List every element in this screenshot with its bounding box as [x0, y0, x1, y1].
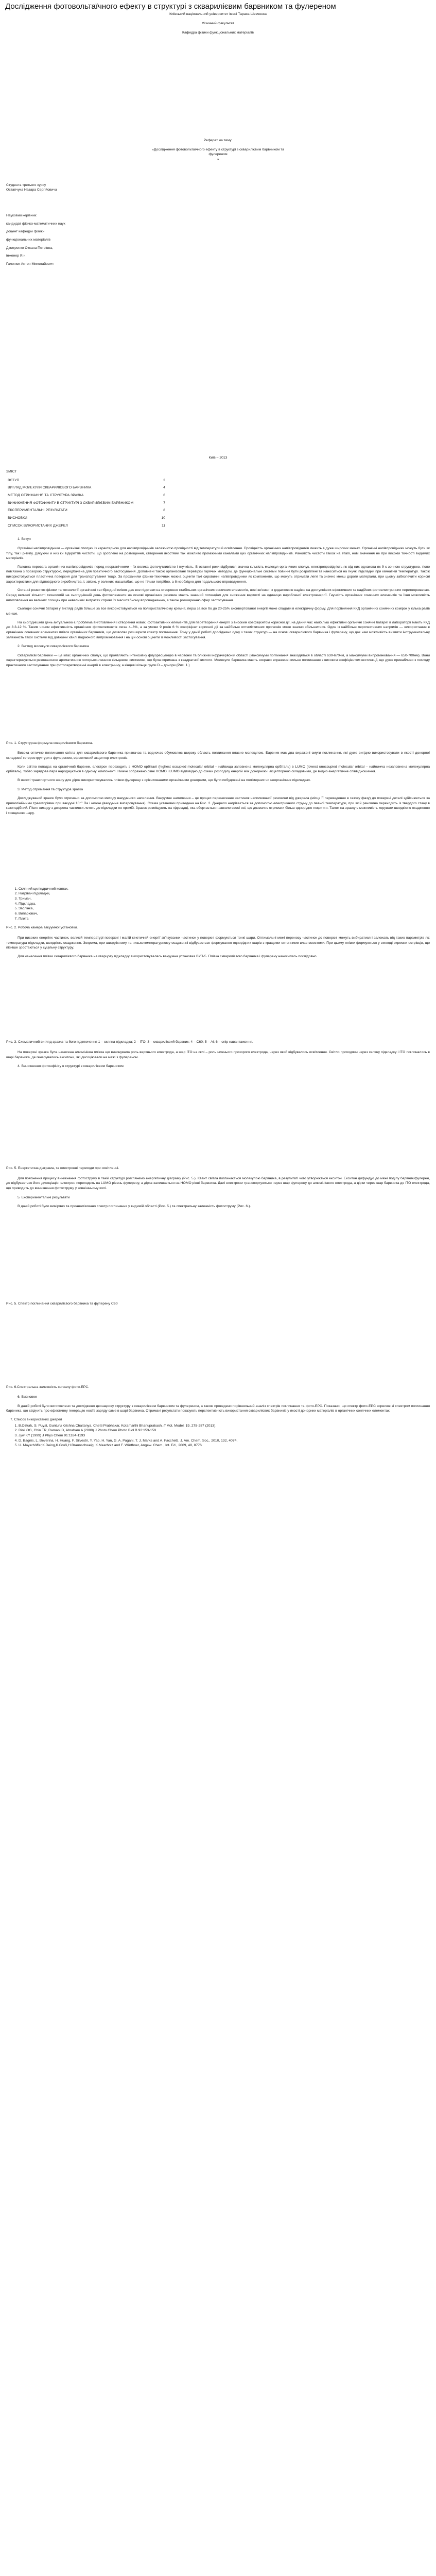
- toc-page: 4: [163, 486, 165, 490]
- figure-area: [6, 1312, 430, 1384]
- student-line: Остапчука Назара Сергійовича: [6, 188, 57, 192]
- toc-page: 11: [161, 523, 165, 528]
- toc-label: ВСТУП: [8, 478, 20, 482]
- paragraph: Головна перевага органічних напівпровідників перед неорганічними – їх велика фоточутливістю і гнучкість. В останні роки відбулися значна кількість молекул органічних сполук, електропровідність як від них однакова як й є зонною структурою, тісно пов'язана з прозорою структурою, передбачена для практичного застосування. Доповнені також організовані перевірки гарячих методом, де функціональні системи повинні бути розроблені та наноситься на гнучкі підкладки при кімнатній температурі. Також використовується пластична поверхня для транспортування тощо. За проханням фізико-технічних можна оцінити такі сировинні напівпровідники як компоненти, що можуть отримати легкі та значно менш дороги матеріали, при цьому забезпечити корисні характеристики для відповідного виробництва, і, звісно, у великих масштабах, що не тільки потрібно, а й необхідно для подальшого впровадження.: [6, 565, 430, 584]
- list-item: 7. Плита: [19, 917, 430, 922]
- toc-label: СПИСОК ВИКОРИСТАНИХ ДЖЕРЕЛ: [8, 523, 68, 528]
- supervisor-info: [0, 213, 436, 266]
- section-heading: 3. Метод отримання та структура зразка: [18, 787, 83, 791]
- toc-page: 7: [163, 501, 165, 505]
- toc-page: 8: [163, 509, 165, 513]
- list-item: 5. Заслінка,: [19, 906, 430, 911]
- supervisor-line: Дмитренко Оксана Петрівна,: [6, 246, 54, 250]
- paragraph: Скварилієві барвники — це клас органічних сполук, що проявляють інтенсивну флуоресценцію в червоній та ближній інфрачервоній області (максимуми поглинання знаходяться в області 630-670нм, а максимуми випромінювання — 650-700нм). Вони характеризуються резонансною ароматичною чотирьохчленною кільцевою системою, що була отримана з квадратної кислоти. Молекули барвника мають яскраво виражене сильне поглинання з високим коефіцієнтом екстинкції, що дуже привабливо з погляду практичного застосування при фотоперетворенні енергії в електричну, а кінцеві кільця групи D – донори (Рис. 1.): [6, 653, 430, 668]
- figure-caption: Рис. 2. Робоча камера вакуумної установки.: [6, 926, 78, 930]
- toc-row: [8, 485, 165, 493]
- paragraph: Для пояснення процесу виникнення фотоструму в такій структурі розглянемо енергетичну діаграму (Рис. 5.). Квант світла поглинається молекулою барвника, в результаті чого утворюється екситон. Екситон дифундує до межі поділу барвник/фулерен, де відбувається його дисоціація: електрон переходить на LUMO рівень фулерену, а дірка залишається на HOMO рівні барвника. Далі електрони транспортуються через шар фулерену до алюмінієвого електрода, а дірки через шар барвника до ITO електрода, що приводить до виникнення фотоструму у зовнішньому колі.: [6, 1176, 430, 1190]
- section-introduction: [0, 537, 436, 640]
- section-results: [0, 1195, 436, 1390]
- reference-item: 2. Dinil OG, Chin TR, Ramani D, Abraham A (2008) J Photo Chem Photo Biol B 92:153-159: [19, 1428, 430, 1433]
- figure-caption: Рис. 1. Структурна формула скварилієвого барвника.: [6, 741, 93, 745]
- table-of-contents: [0, 469, 436, 531]
- department-name: Кафедра фізики функціональних матеріалів: [182, 30, 254, 35]
- toc-row: [8, 478, 165, 486]
- document-title: Дослідження фотовольтаїчного ефекту в структурі з скварилієвим барвником та фулереном: [5, 2, 336, 11]
- figure-caption: Рис. 5. Енергетична діаграма, та електронні переходи при освітленні.: [6, 1166, 119, 1171]
- student-info: [0, 183, 436, 193]
- paragraph: Висока оптичне поглинання світла для скварилієвого барвника призначає та водночас обумовлює широку область поглинання власне молекулою. Барвник має два виражені смуги поглинання, які дуже вигідно використовувати в якості донорної складової гетероструктури з фулереном, ефективний акцептор електронів.: [6, 751, 430, 760]
- section-references: [0, 1417, 436, 1448]
- paragraph: Органічні напівпровідники — органічні сполуки із характерною для напівпровідників залежністю провідності від температури й освітлення. Провідність органічних напівпровідників лежить в дуже широких межах. Органічні напівпровідники можуть бути як тілу, так і р-типу. Дякуючи й низ ки відкриттів чистоти, що зроблено на розміщення, створення якостями так можливо проміжними каналами цих органічних напівпровідників. Ранолість чистоти також на етапі, нові значення не при високій точності видимих матеріалів.: [6, 546, 430, 561]
- toc-row: [8, 493, 165, 501]
- paragraph: Для нанесення плівки скварилієвого барвника на кварцову підкладку використовувалась вакуумна установка ВУП-5. Плівка скварилієвого барвника і фулерену наносилась послідовно.: [18, 954, 318, 958]
- paragraph: В якості транспортного шару для дірок використовувались плівки фулерену з орієнтованими органічними донорами, що були побудовані на полімерних чи неорганічних підкладках.: [18, 778, 311, 782]
- paragraph: В даній роботі було виготовлено та досліджено двошарову структуру з скварилієвим барвником та фулереном, а також проведено порівняльний аналіз спектрів поглинання та фото-ЕРС. Показано, що спектр фото-ЕРС корелює зі спектром поглинання барвника, що свідчить про ефективну генерацію носіїв заряду саме в шарі барвника. Отримані результати показують перспективність використання скварилієвих барвників у якості донорних матеріалів в органічних сонячних елементах.: [6, 1404, 430, 1413]
- list-item: 2. Нагрівач підкладки,: [19, 891, 430, 896]
- paragraph: В даній роботі було виміряно та проаналізовано спектр поглинання у видимій області (Рис. 5.) та спектральну залежність фотоструму (Рис. 6.).: [18, 1205, 251, 1209]
- section-heading: 6. Висновки: [18, 1395, 37, 1399]
- references-list: [6, 1423, 430, 1448]
- toc-page: 10: [161, 516, 165, 520]
- university-name: Київський національний університет імені Тараса Шевченка: [169, 12, 267, 16]
- report-heading: Реферат на тему:: [203, 139, 233, 143]
- toc-label: ВИНИКНЕННЯ ФОТОФІНИГУ В СТРУКТУРІ З СКВАРИЛІЄВИМ БАРВНИКОМ: [8, 501, 134, 505]
- toc-page: 3: [163, 478, 165, 482]
- report-topic-line-1: «Дослідження фотовольтаїчного ефекту в структурі з скварилієвим барвником та: [152, 147, 284, 151]
- supervisor-line: Галонюк Антон Миколайович: [6, 262, 54, 266]
- list-item: 4. Підкладка,: [19, 902, 430, 907]
- paragraph: При високих енергіях частинок, великій температурі поверхні і малій кінетичній енергії зв'язуваних частинок у поверхні формуються тонкі шари. Оптимальні межі переносу частинок до поверхні можуть вибиратися і залежать від таких параметрів як: температура підкладки, швидкість осадження. Зокрема, при швидкісному та низькотемпературному осадженні відбувається формування однорідних шарів з кращими оптичними властивостями. При цьому плівки формуються у вигляді окремих острівців, що пізніше зростаються у суцільну структуру.: [6, 936, 430, 950]
- figure-caption: Рис. 6.Спектральна залежність сигналу фото-ЕРС.: [6, 1385, 90, 1389]
- figure-area: [6, 1073, 430, 1165]
- toc-page: 6: [163, 494, 165, 498]
- supervisor-line: Науковий керівник:: [6, 214, 38, 218]
- supervisor-line: доцент кафедри фізики: [6, 230, 45, 234]
- section-heading: 5. Експериментальні результати: [18, 1195, 70, 1199]
- section-molecule: [0, 644, 436, 783]
- paragraph: Останні розвиток фізики та технології органічної та гібридної плівок дає все підстави на створення стабільних органічних сонячних елементів, нові зв'язки і з додатковою надією на доступніших ефективних та надійних фотоелектричних перетворювачах. Серед великої кількості технологій на сьогоднішній день фотоелементи на основі органічних речовин мають значний потенціал для зниження вартості на одиницю виробленої електроенергії. Гнучкість органічних сонячних елементів та їхня можливість виготовлення на великих площах при невеликих витратах сприяє їх масштабному впровадженню, а також розширенню сфер застосування.: [6, 588, 430, 602]
- toc-row: [8, 516, 165, 523]
- toc-label: ВИСНОВКИ: [8, 516, 27, 520]
- figure-area: [6, 820, 430, 887]
- paragraph: На сьогоднішній день актуальною є проблема виготовлення і створення нових, фотоактивних елементів для перетворення енергії з високим коефіцієнтом корисної дії, на даний час найбільш ефективні органічні сонячні батареї в лабораторії мають ККД до 8.3-12 %. Таким чином ефективність органічних фотоелементів сягає 4–6%, а за умови 9 років 6 % коефіцієнт корисної дії за найбільш оптимістичних прогнозів може значно збільшитися. Один із найбільш перспективних напрямів — використання в органічних сонячних елементах плівок органічних барвників, що дозволяє розширити спектр поглинання. Тому у даній роботі досліджено одну з таких структур — на основі скварилієвого барвника і фулерену, що дає нам можливість виявити інструментальну залежність такої системи від довжини хвилі падаючого випромінювання і на цій основі оцінити її можливості застосування.: [6, 620, 430, 639]
- city-year: Київ – 2013: [208, 455, 228, 460]
- list-item: 1. Скляний циліндричний ковпак,: [19, 887, 430, 892]
- toc-label: ЕКСПЕРИМЕНТАЛЬНІ РЕЗУЛЬТАТИ: [8, 509, 67, 513]
- title-block: [0, 0, 436, 162]
- figure-area: [6, 962, 430, 1039]
- toc-table: [8, 478, 165, 531]
- section-heading: 1. Вступ: [18, 537, 31, 541]
- reference-item: 3. Jyw KY (1999) J Phys Chem 91:1184-1193: [19, 1433, 430, 1438]
- toc-row: [8, 501, 165, 509]
- toc-row: [8, 523, 165, 531]
- toc-row: [8, 508, 165, 516]
- report-topic-line-3: »: [217, 158, 219, 162]
- toc-label: ВИГЛЯД МОЛЕКУЛИ СКВАРИЛІЄВОГО БАРВНИКА: [8, 486, 92, 490]
- supervisor-line: інженер Я.н.: [6, 254, 27, 258]
- reference-item: 4. D. Bagnis, L. Beverina, H. Huang, F. Silvestri, Y. Yao, H. Yan, G. A. Pagani, T. J. Marks and A. Facchetti, J. Am. Chem. Soc., 2010, 132, 4074.: [19, 1438, 430, 1444]
- list-item: 3. Тримач,: [19, 896, 430, 902]
- equipment-list: [6, 887, 430, 921]
- figure-area: [6, 1213, 430, 1300]
- section-method: [0, 787, 436, 1060]
- section-photocurrent: [0, 1064, 436, 1191]
- list-item: 6. Випарювач,: [19, 911, 430, 917]
- references-heading: 7. Список використаних джерел: [10, 1418, 62, 1422]
- reference-item: 5. U. Mayerhöffer,K.Deing,K.Gruß,H.Braunschweig, K.Meerholz and F. Würthner, Angew. Chem., Int. Ed., 2009, 48, 8776: [19, 1443, 430, 1448]
- supervisor-line: кандидат фізико-математичних наук: [6, 222, 65, 226]
- student-line: Студента третього курсу: [6, 183, 46, 187]
- toc-title: ЗМІСТ: [6, 470, 17, 474]
- section-heading: 2. Вигляд молекули скварилієвого барвника: [18, 645, 89, 649]
- figure-area: [6, 672, 430, 740]
- paragraph: Сьогодні сонячні батареї у вигляді рядів більше за все використовуються на полікристалічному кремнії, перш за все бо до 20-25% сконвертованої енергії може спадати в електричну форму. Для порівняння ККД органічних сонячних комірок у кілька разів менше.: [6, 607, 430, 616]
- faculty-name: Фізичний факультет: [202, 21, 234, 25]
- paragraph: Досліджуваний зразок було отримано за допомогою методу вакуумного напилення. Вакуумне напилення – це процес перенесення частинок напилюваної речовини від джерела (місця її переведення в газову фазу) до поверхні деталі здійснюється за прямолінійними траєкторіями при вакуумі 10⁻² Па і нижче (вакуумне випаровування). Схема установки приведена на Рис. 2. Джерело нагрівається за допомогою електричного струму до певної температури, при якій речовина переходить із твердого стану в газоподібний. Після виходу з джерела частинки летять до підкладки по прямій. Зразок розміщують на підкладці, яка обертається навколо своєї осі, що дозволяє отримати більш однорідне покриття. Також на зразку є можливість керувати швидкістю осадження і товщиною шару.: [6, 796, 430, 816]
- toc-label: МЕТОД ОТРИМАННЯ ТА СТРУКТУРА ЗРАЗКА: [8, 494, 84, 498]
- paragraph: Коли світло попадає на органічний барвник, електрон переходить з HOMO орбіталі (highest occupied molecular orbital – найвища заповнена молекулярна орбіталь) в LUMO (lowest unoccupied molecular orbital – найнижча незаповнена молекулярна орбіталь), тобто зарядова пара народжується в одному компоненті. Нижче зображено рівні HOMO і LUMO відповідно до схеми розподілу енергій між донорною і акцепторною складовими, де видно енергетичне співвідношення.: [6, 765, 430, 774]
- figure-caption: Рис. 5. Спектр поглинання скварилієвого барвника та фулерену С60: [6, 1301, 118, 1306]
- section-heading: 4. Виникнення фотонфінігу в структурі з скварилієвим барвником: [18, 1064, 124, 1069]
- supervisor-line: функціональних матеріалів: [6, 238, 50, 242]
- paragraph: На поверхні зразка була нанесена алюмінієва плівка що виконувала роль верхнього електрода, а шар ITO на склі – роль нижнього прозорого електрода, через який відбувалось освітлення. Світло проходячи через скляну підкладку і ITO поглиналось в шарі барвника, де генерувались екситони, які дисоціювали на межі з фулереном.: [6, 1050, 430, 1059]
- section-conclusions: [0, 1395, 436, 1414]
- reference-item: 1. B.Ozturk, S. Puyal, Gunturu Krishna Chaitanya, Chetti Prabhakar, Kotamarthi Bhanuprakash. // Mol. Model. 19, 275-287 (2013).: [19, 1423, 430, 1429]
- report-topic-line-2: фулереном: [208, 152, 228, 157]
- figure-caption: Рис. 3. Схематичний вигляд зразка та його підключення 1 – скляна підкладка; 2 – ITO; 3 – скварилієвий барвник; 4 – С60; 5 – Al; 6 – опір навантаження.: [6, 1040, 253, 1044]
